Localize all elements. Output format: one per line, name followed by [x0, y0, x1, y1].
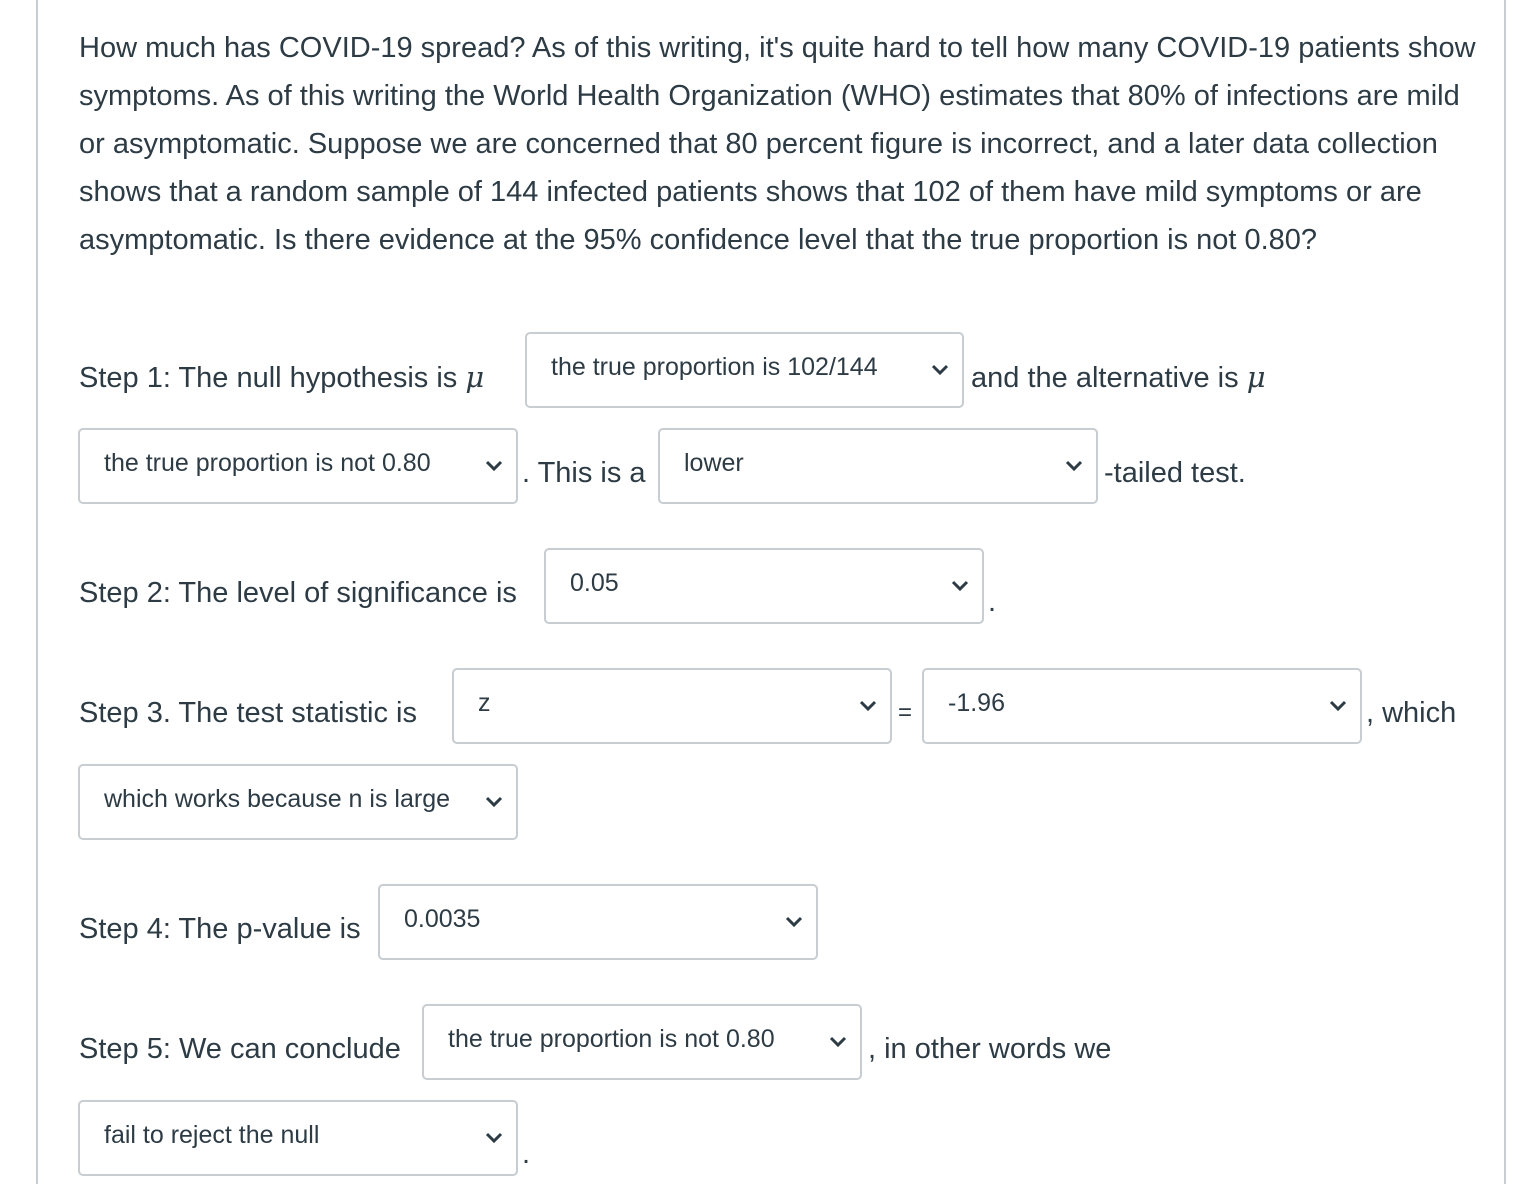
null-hypothesis-select[interactable]: [525, 332, 964, 408]
mu-symbol: μ: [465, 360, 485, 394]
chevron-down-icon: [829, 1036, 847, 1048]
chevron-down-icon: [931, 364, 949, 376]
test-statistic-number-value: -1.96: [948, 689, 1005, 717]
step2-label: Step 2: The level of significance is: [79, 577, 517, 609]
step1-label: [79, 359, 484, 396]
chevron-down-icon: [1065, 460, 1083, 472]
step1-middle: and the alternative is: [971, 362, 1239, 394]
test-statistic-select[interactable]: [452, 668, 892, 744]
step4-label: Step 4: The p-value is: [79, 913, 361, 945]
test-reason-select[interactable]: [78, 764, 518, 840]
null-hypothesis-value: the true proportion is 102/144: [551, 353, 878, 381]
conclusion-select[interactable]: [422, 1004, 862, 1080]
chevron-down-icon: [785, 916, 803, 928]
this-is-a-label: . This is a: [522, 457, 646, 489]
significance-level-select[interactable]: [544, 548, 984, 624]
p-value-value: 0.0035: [404, 905, 481, 933]
test-reason-value: which works because n is large: [104, 785, 450, 813]
step1-prefix: Step 1: The null hypothesis is: [79, 362, 458, 394]
p-value-select[interactable]: [378, 884, 818, 960]
step5-label: Step 5: We can conclude: [79, 1033, 401, 1065]
step2-period: .: [988, 586, 997, 618]
conclusion-value: the true proportion is not 0.80: [448, 1025, 775, 1053]
chevron-down-icon: [951, 580, 969, 592]
chevron-down-icon: [485, 1132, 503, 1144]
step3-label: Step 3. The test statistic is: [79, 697, 417, 729]
alternative-hypothesis-value: the true proportion is not 0.80: [104, 449, 431, 477]
tailed-test-label: -tailed test.: [1104, 457, 1246, 489]
chevron-down-icon: [485, 796, 503, 808]
chevron-down-icon: [859, 700, 877, 712]
question-text: How much has COVID-19 spread? As of this writing, it's quite hard to tell how many COVID-19 patients show symptoms. As of this writing the World Health Organization (WHO) estimates that 80% of infections are mild or asymptomatic. Suppose we are concerned that 80 percent figure is incorrect, and a later data collection shows that a random sample of 144 infected patients shows that 102 of them have mild symptoms or are asymptomatic. Is there evidence at the 95% confidence level that the true proportion is not 0.80?: [79, 32, 1476, 256]
which-label: , which: [1366, 697, 1457, 729]
in-other-words-label: , in other words we: [868, 1033, 1112, 1065]
alternative-hypothesis-select[interactable]: [78, 428, 518, 504]
step1-alt-label: [971, 359, 1266, 396]
test-statistic-value: z: [478, 689, 491, 717]
decision-select[interactable]: [78, 1100, 518, 1176]
chevron-down-icon: [1329, 700, 1347, 712]
test-statistic-number-select[interactable]: [922, 668, 1362, 744]
tail-type-value: lower: [684, 449, 744, 477]
equals-sign: =: [898, 699, 913, 726]
mu-symbol: μ: [1246, 360, 1266, 394]
decision-value: fail to reject the null: [104, 1121, 320, 1149]
step5-period: .: [522, 1138, 531, 1170]
tail-type-select[interactable]: [658, 428, 1098, 504]
significance-level-value: 0.05: [570, 569, 619, 597]
chevron-down-icon: [485, 460, 503, 472]
